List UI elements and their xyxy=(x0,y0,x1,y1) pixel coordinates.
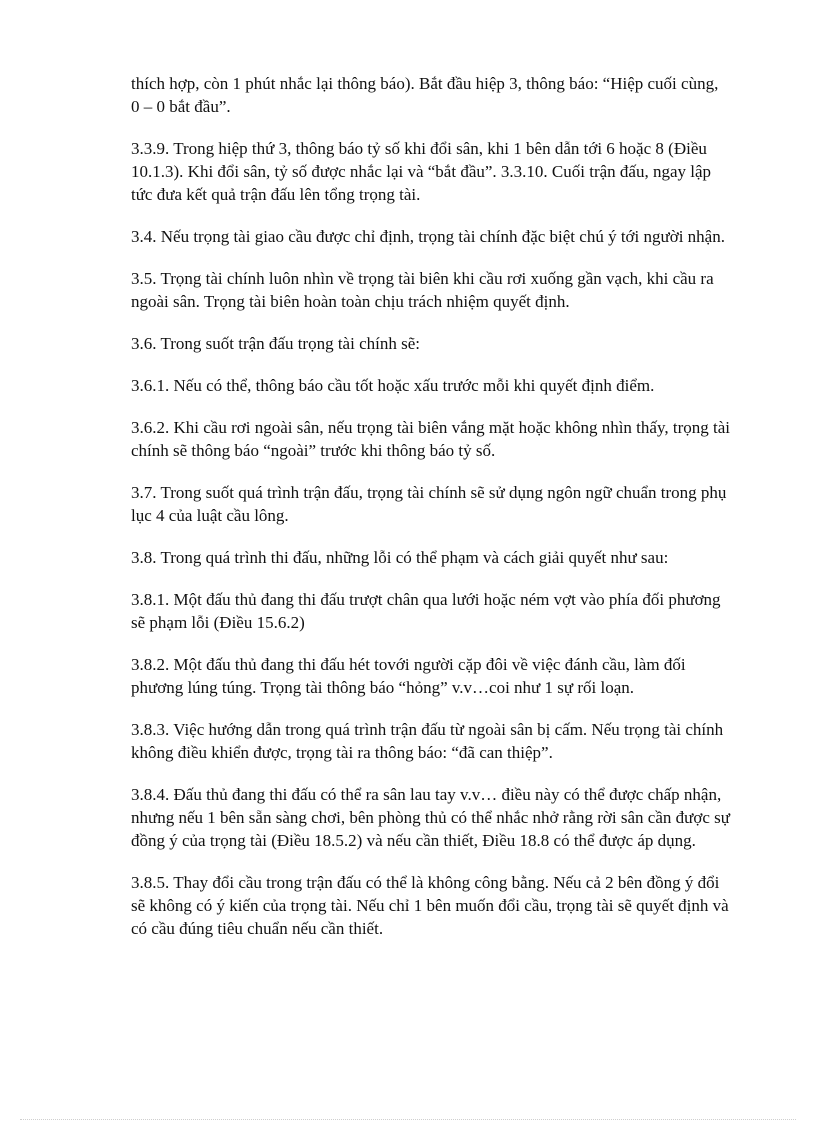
paragraph-3-7: 3.7. Trong suốt quá trình trận đấu, trọng tài chính sẽ sử dụng ngôn ngữ chuẩn trong phụ lục 4 của luật cầu lông. xyxy=(131,483,727,525)
paragraph-3-5: 3.5. Trọng tài chính luôn nhìn về trọng tài biên khi cầu rơi xuống gần vạch, khi cầu ra ngoài sân. Trọng tài biên hoàn toàn chịu trách nhiệm quyết định. xyxy=(131,269,714,311)
paragraph-3-4: 3.4. Nếu trọng tài giao cầu được chỉ định, trọng tài chính đặc biệt chú ý tới người nhận. xyxy=(131,227,725,246)
paragraph-3-6: 3.6. Trong suốt trận đấu trọng tài chính sẽ: xyxy=(131,334,420,353)
paragraph-3-6-2: 3.6.2. Khi cầu rơi ngoài sân, nếu trọng tài biên vắng mặt hoặc không nhìn thấy, trọng tài chính sẽ thông báo “ngoài” trước khi thông báo tỷ số. xyxy=(131,418,730,460)
document-body xyxy=(131,72,731,959)
paragraph-3-8-2: 3.8.2. Một đấu thủ đang thi đấu hét tovới người cặp đôi về việc đánh cầu, làm đối phương lúng túng. Trọng tài thông báo “hỏng” v.v…coi như 1 sự rối loạn. xyxy=(131,655,686,697)
page-bottom-divider xyxy=(20,1119,796,1120)
paragraph-3-3-9: 3.3.9. Trong hiệp thứ 3, thông báo tỷ số khi đổi sân, khi 1 bên dẫn tới 6 hoặc 8 (Điều 10.1.3). Khi đổi sân, tỷ số được nhắc lại và “bắt đầu”. 3.3.10. Cuối trận đấu, ngay lập tức đưa kết quả trận đấu lên tổng trọng tài. xyxy=(131,139,712,204)
paragraph-3-8: 3.8. Trong quá trình thi đấu, những lỗi có thể phạm và cách giải quyết như sau: xyxy=(131,548,669,567)
paragraph-3-8-1: 3.8.1. Một đấu thủ đang thi đấu trượt chân qua lưới hoặc ném vợt vào phía đối phương sẽ phạm lỗi (Điều 15.6.2) xyxy=(131,590,721,632)
paragraph-3-8-3: 3.8.3. Việc hướng dẫn trong quá trình trận đấu từ ngoài sân bị cấm. Nếu trọng tài chính không điều khiển được, trọng tài ra thông báo: “đã can thiệp”. xyxy=(131,720,724,762)
paragraph-3-8-4: 3.8.4. Đấu thủ đang thi đấu có thể ra sân lau tay v.v… điều này có thể được chấp nhận, nhưng nếu 1 bên sẵn sàng chơi, bên phòng thủ có thể nhắc nhở rằng rời sân cần được sự đồng ý của trọng tài (Điều 18.5.2) và nếu cần thiết, Điều 18.8 có thể được áp dụng. xyxy=(131,785,730,850)
paragraph-continuation: thích hợp, còn 1 phút nhắc lại thông báo). Bắt đầu hiệp 3, thông báo: “Hiệp cuối cùng, 0 – 0 bắt đầu”. xyxy=(131,74,719,116)
paragraph-3-8-5: 3.8.5. Thay đổi cầu trong trận đấu có thể là không công bằng. Nếu cả 2 bên đồng ý đổi sẽ không có ý kiến của trọng tài. Nếu chỉ 1 bên muốn đổi cầu, trọng tài sẽ quyết định và có cầu đúng tiêu chuẩn nếu cần thiết. xyxy=(131,873,729,938)
paragraph-3-6-1: 3.6.1. Nếu có thể, thông báo cầu tốt hoặc xấu trước mỗi khi quyết định điểm. xyxy=(131,376,655,395)
